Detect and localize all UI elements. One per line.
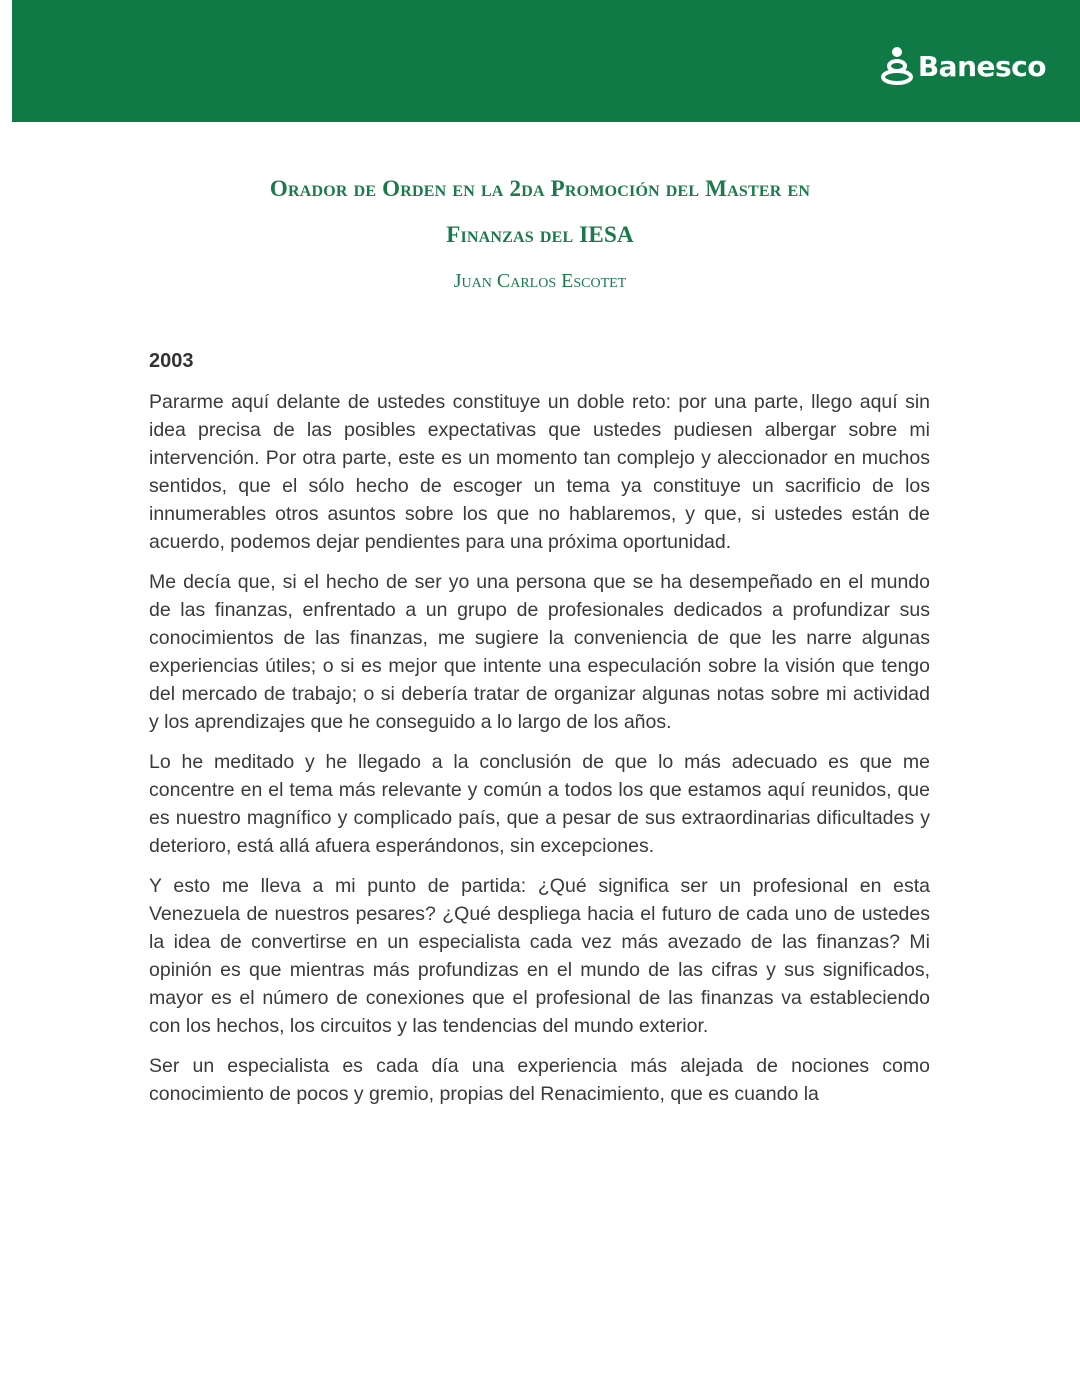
- paragraph-1: Pararme aquí delante de ustedes constituye un doble reto: por una parte, llego aquí sin idea precisa de las posibles expectativas que ustedes pudiesen albergar sobre mi intervención. Por otra parte, este es un momento tan complejo y aleccionador en muchos sentidos, que el sólo hecho de escoger un tema ya constituye un sacrificio de los innumerables otros asuntos sobre los que no hablaremos, y que, si ustedes están de acuerdo, podemos dejar pendientes para una próxima oportunidad.: [149, 391, 930, 553]
- document-author: Juan Carlos Escotet: [453, 270, 627, 292]
- header-bar: [12, 0, 1080, 122]
- paragraph-3: Lo he meditado y he llegado a la conclusión de que lo más adecuado es que me concentre en el tema más relevante y común a todos los que estamos aquí reunidos, que es nuestro magnífico y complicado país, que a pesar de sus extraordinarias dificultades y deterioro, está allá afuera esperándonos, sin excepciones.: [149, 751, 930, 857]
- banesco-figure-icon: [880, 46, 916, 86]
- paragraph-2: Me decía que, si el hecho de ser yo una persona que se ha desempeñado en el mundo de las finanzas, enfrentado a un grupo de profesionales dedicados a profundizar sus conocimientos de las finanzas, me sugiere la conveniencia de que les narre algunas experiencias útiles; o si es mejor que intente una especulación sobre la visión que tengo del mercado de trabajo; o si debería tratar de organizar algunas notas sobre mi actividad y los aprendizajes que he conseguido a lo largo de los años.: [149, 571, 930, 733]
- document-title-line-1: Orador de Orden en la 2da Promoción del Master en: [269, 176, 811, 201]
- document-body: [149, 388, 930, 1120]
- brand-name: Banesco: [917, 49, 1046, 83]
- paragraph-4: Y esto me lleva a mi punto de partida: ¿Qué significa ser un profesional en esta Venezuela de nuestros pesares? ¿Qué despliega hacia el futuro de cada uno de ustedes la idea de convertirse en un especialista cada vez más avezado de las finanzas? Mi opinión es que mientras más profundizas en el mundo de las cifras y sus significados, mayor es el número de conexiones que el profesional de las finanzas va estableciendo con los hechos, los circuitos y las tendencias del mundo exterior.: [149, 875, 930, 1037]
- paragraph-5: Ser un especialista es cada día una experiencia más alejada de nociones como conocimiento de pocos y gremio, propias del Renacimiento, que es cuando la: [149, 1055, 930, 1105]
- document-title-line-2: Finanzas del IESA: [446, 222, 634, 247]
- document-year: 2003: [149, 350, 194, 372]
- brand-logo: [880, 46, 1046, 86]
